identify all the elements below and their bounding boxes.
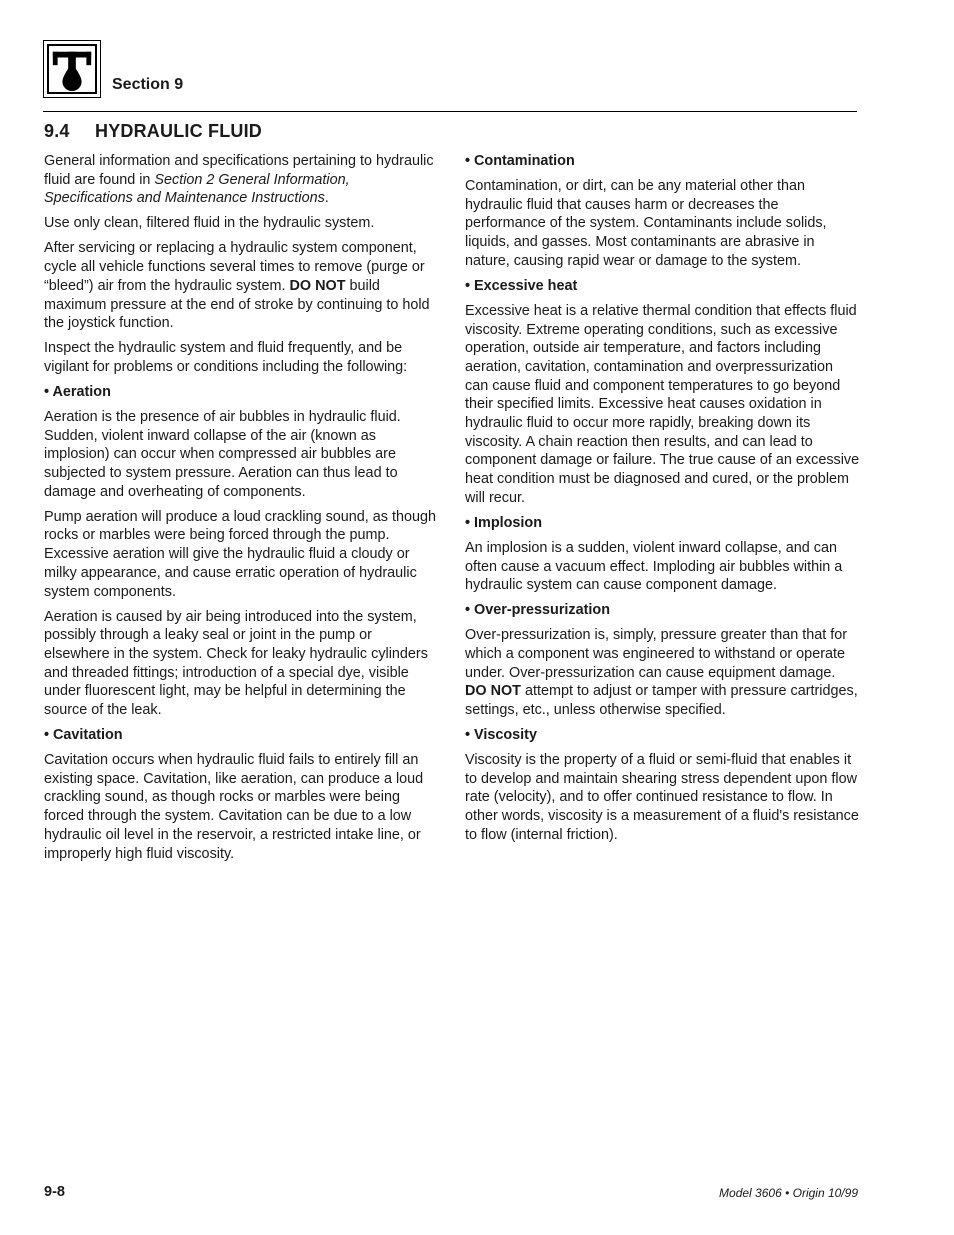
cavitation-heading: • Cavitation — [44, 727, 123, 744]
excessive-heat-heading: • Excessive heat — [465, 277, 578, 294]
model-info: Model 3606 • Origin 10/99 — [719, 1186, 858, 1200]
servicing-warning: DO NOT — [289, 277, 346, 294]
aeration-paragraph-1: Aeration is the presence of air bubbles in hydraulic fluid. Sudden, violent inward collapse of the air (known as implosion) can occur when compressed air bubbles are subjected to system pressure. Aeration can thus lead to damage and overheating of components. — [44, 408, 401, 500]
contamination-heading: • Contamination — [465, 153, 575, 169]
intro-text: General information and specifications pertaining to hydraulic fluid are found in — [44, 153, 434, 188]
clean-fluid-paragraph: Use only clean, filtered fluid in the hydraulic system. — [44, 215, 375, 232]
over-pressurization-warning: DO NOT — [465, 683, 521, 700]
over-pressurization-heading: • Over-pressurization — [465, 602, 610, 619]
intro-reference: Section 2 General Information, Specifications and Maintenance Instructions — [44, 171, 350, 207]
aeration-paragraph-3: Aeration is caused by air being introduced into the system, possibly through a leaky seal or joint in the pump or elsewhere in the system. Check for leaky hydraulic cylinders and threaded fittings; introduction of a special dye, visible under fluorescent light, may be helpful in determining the source of the leak. — [44, 608, 428, 719]
section-number: 9.4 — [44, 121, 70, 141]
section-title: HYDRAULIC FLUID — [95, 121, 262, 141]
servicing-paragraph — [44, 239, 439, 333]
cavitation-paragraph: Cavitation occurs when hydraulic fluid fails to entirely fill an existing space. Cavitation, like aeration, can produce a loud crackling sound, as though rocks or marbles were being forced through the system. Cavitation can be due to a low hydraulic oil level in the reservoir, a restricted intake line, or improperly high fluid viscosity. — [44, 752, 424, 862]
implosion-paragraph: An implosion is a sudden, violent inward collapse, and can often cause a vacuum effect. Imploding air bubbles within a hydraulic system can cause component damage. — [465, 539, 843, 594]
over-pressurization-paragraph — [465, 626, 860, 720]
aeration-paragraph-2: Pump aeration will produce a loud crackling sound, as though rocks or marbles were being forced through the pump. Excessive aeration will give the hydraulic fluid a cloudy or milky appearance, and cause erratic operation of hydraulic system components. — [44, 508, 436, 600]
servicing-text-end: build maximum pressure at the end of stroke by continuing to hold the joystick function. — [44, 277, 430, 332]
viscosity-heading: • Viscosity — [465, 727, 537, 744]
left-column — [44, 152, 439, 870]
excessive-heat-paragraph: Excessive heat is a relative thermal condition that effects fluid viscosity. Extreme operating conditions, such as excessive operation, outside air temperature, and factors including aeration, cavitation, contamination and overpressurization can cause fluid and component temperatures to go beyond their specified limits. Excessive heat causes oxidation in hydraulic fluid to occur more rapidly, breaking down its viscosity. A chain reaction then results, and can lead to component damage or failure. The true cause of an excessive heat condition must be diagnosed and cured, or the problem will recur. — [465, 302, 860, 506]
servicing-text: After servicing or replacing a hydraulic system component, cycle all vehicle functions several times to remove (purge or “bleed”) air from the hydraulic system. — [44, 240, 425, 294]
inspect-paragraph: Inspect the hydraulic system and fluid frequently, and be vigilant for problems or conditions including the following: — [44, 340, 408, 375]
header-divider — [43, 111, 857, 112]
section-heading — [44, 121, 262, 142]
aeration-heading: • Aeration — [44, 383, 111, 400]
intro-period: . — [324, 190, 329, 207]
over-pressurization-text: Over-pressurization is, simply, pressure greater than that for which a component was engineered to withstand or operate under. Over-pressurization can cause equipment damage. — [465, 627, 848, 681]
viscosity-paragraph: Viscosity is the property of a fluid or semi-fluid that enables it to develop and maintain shearing stress dependent upon flow rate (velocity), and to offer continued resistance to flow. In other words, viscosity is a measurement of a fluid's resistance to flow (internal friction). — [465, 752, 859, 843]
intro-paragraph — [44, 152, 439, 208]
hydraulic-oil-drop-icon — [49, 46, 95, 92]
over-pressurization-text-end: attempt to adjust or tamper with pressure cartridges, settings, etc., unless otherwise specified. — [465, 683, 858, 719]
implosion-heading: • Implosion — [465, 514, 542, 531]
page-number: 9-8 — [44, 1184, 65, 1200]
section-logo — [43, 40, 101, 98]
section-label: Section 9 — [112, 76, 184, 93]
contamination-paragraph: Contamination, or dirt, can be any material other than hydraulic fluid that causes harm or decreases the performance of the system. Contaminants include solids, liquids, and gasses. Most contaminants are abrasive in nature, causing rapid wear or damage to the system. — [465, 178, 827, 269]
right-column — [465, 152, 860, 851]
